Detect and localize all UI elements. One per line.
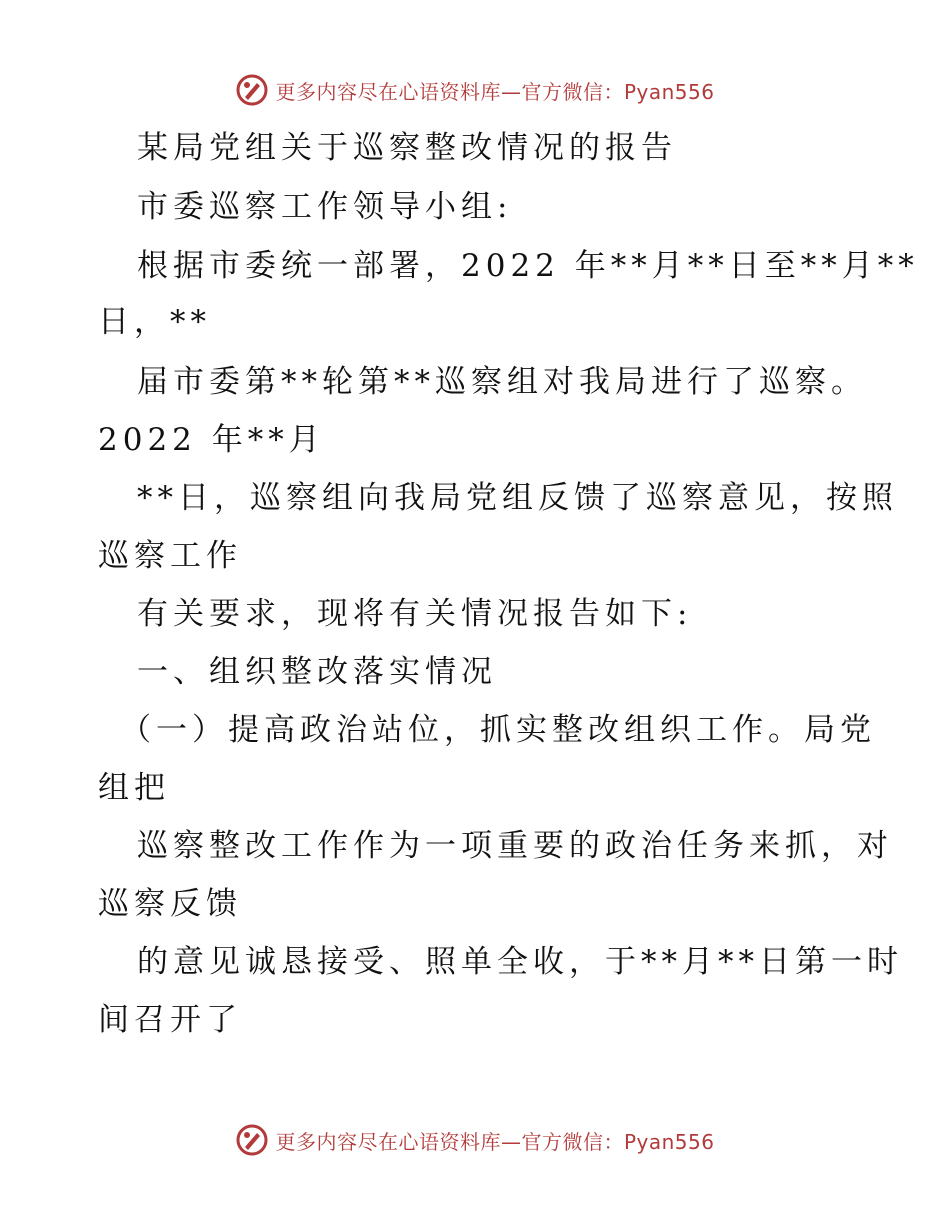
paragraph-line: 有关要求，现将有关情况报告如下: xyxy=(137,596,693,632)
watermark-text: 更多内容尽在心语资料库—官方微信：Pyan556 xyxy=(275,1129,715,1154)
salutation: 市委巡察工作领导小组: xyxy=(137,189,513,225)
paragraph-line: 间召开了 xyxy=(98,1002,242,1038)
paragraph-line: 的意见诚恳接受、照单全收，于**月**日第一时 xyxy=(137,944,903,980)
paragraph-line: 日，** xyxy=(98,304,211,340)
paragraph-line: 巡察工作 xyxy=(98,538,242,574)
watermark-text: 更多内容尽在心语资料库—官方微信：Pyan556 xyxy=(275,79,715,104)
subsection-heading: （一）提高政治站位，抓实整改组织工作。局党 xyxy=(120,712,876,748)
section-heading: 一、组织整改落实情况 xyxy=(137,654,497,690)
paragraph-line: 组把 xyxy=(98,770,170,806)
paragraph-line: 巡察反馈 xyxy=(98,886,242,922)
document-title: 某局党组关于巡察整改情况的报告 xyxy=(137,130,677,166)
paragraph-line: 届市委第**轮第**巡察组对我局进行了巡察。 xyxy=(137,364,867,400)
paragraph-line: 巡察整改工作作为一项重要的政治任务来抓，对 xyxy=(137,828,893,864)
paragraph-line: 2022 年**月 xyxy=(98,422,325,458)
pen-nib-logo-icon xyxy=(235,1123,269,1157)
paragraph-line: **日，巡察组向我局党组反馈了巡察意见，按照 xyxy=(137,480,898,516)
watermark-banner-bottom xyxy=(0,1120,950,1160)
paragraph-line: 根据市委统一部署，2022 年**月**日至**月** xyxy=(137,248,919,284)
